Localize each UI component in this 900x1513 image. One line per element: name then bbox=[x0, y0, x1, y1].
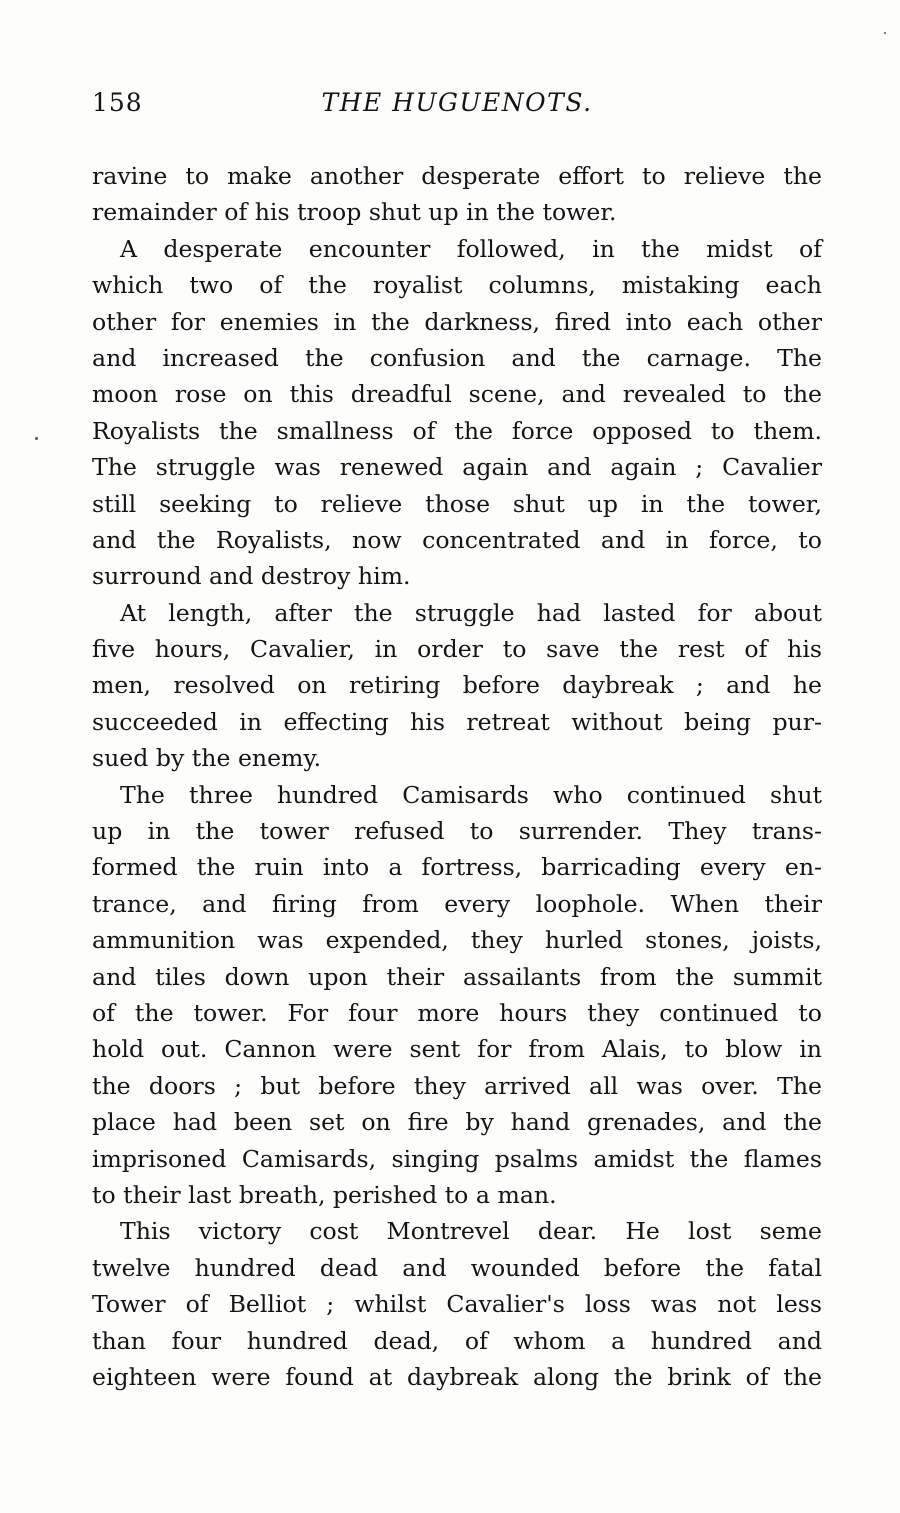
text-line: ammunition was expended, they hurled stones, joists, bbox=[92, 926, 822, 955]
text-line: eighteen were found at daybreak along the brink of the bbox=[92, 1362, 822, 1391]
text-line: of the tower. For four more hours they continued to bbox=[92, 998, 822, 1027]
scan-speck bbox=[884, 32, 886, 34]
text-line: surround and destroy him. bbox=[92, 562, 411, 591]
text-line: to their last breath, perished to a man. bbox=[92, 1180, 557, 1209]
text-line: ravine to make another desperate effort to relieve the bbox=[92, 162, 822, 190]
text-line: formed the ruin into a fortress, barricading every en- bbox=[92, 853, 822, 882]
text-line: and the Royalists, now concentrated and in force, to bbox=[92, 525, 822, 554]
paragraph-start-line: This victory cost Montrevel dear. He lost seme bbox=[120, 1217, 822, 1246]
text-line: and tiles down upon their assailants from the summit bbox=[92, 962, 822, 991]
text-line: remainder of his troop shut up in the tower. bbox=[92, 198, 617, 227]
text-line: hold out. Cannon were sent for from Alais, to blow in bbox=[92, 1035, 822, 1064]
text-line: still seeking to relieve those shut up in the tower, bbox=[92, 489, 822, 518]
text-line: Royalists the smallness of the force opposed to them. bbox=[92, 416, 822, 445]
paragraph-start-line: At length, after the struggle had lasted for about bbox=[120, 598, 822, 627]
text-line: which two of the royalist columns, mistaking each bbox=[92, 271, 822, 300]
text-line: men, resolved on retiring before daybreak ; and he bbox=[92, 671, 822, 700]
paragraph-start-line: A desperate encounter followed, in the midst of bbox=[120, 234, 822, 263]
paragraph-start-line: The three hundred Camisards who continued shut bbox=[120, 780, 822, 809]
body-text bbox=[92, 158, 822, 1395]
text-line: Tower of Belliot ; whilst Cavalier's loss was not less bbox=[92, 1290, 822, 1319]
scan-speck bbox=[35, 437, 38, 440]
text-line: sued by the enemy. bbox=[92, 744, 322, 773]
page-header bbox=[92, 88, 822, 128]
text-line: The struggle was renewed again and again ; Cavalier bbox=[92, 453, 822, 482]
page-number: 158 bbox=[92, 88, 143, 117]
text-line: twelve hundred dead and wounded before the fatal bbox=[92, 1253, 822, 1282]
text-line: the doors ; but before they arrived all was over. The bbox=[92, 1071, 822, 1100]
running-title: THE HUGUENOTS. bbox=[321, 88, 593, 117]
text-line: moon rose on this dreadful scene, and revealed to the bbox=[92, 380, 822, 409]
text-line: other for enemies in the darkness, fired into each other bbox=[92, 307, 822, 336]
text-line: place had been set on fire by hand grenades, and the bbox=[92, 1108, 822, 1137]
text-line: five hours, Cavalier, in order to save the rest of his bbox=[92, 635, 822, 664]
text-line: succeeded in effecting his retreat without being pur- bbox=[92, 707, 822, 736]
text-line: trance, and firing from every loophole. When their bbox=[92, 889, 822, 918]
text-line: than four hundred dead, of whom a hundred and bbox=[92, 1326, 822, 1355]
text-line: up in the tower refused to surrender. They trans- bbox=[92, 817, 822, 846]
text-line: imprisoned Camisards, singing psalms amidst the flames bbox=[92, 1144, 822, 1173]
text-line: and increased the confusion and the carnage. The bbox=[92, 343, 822, 372]
